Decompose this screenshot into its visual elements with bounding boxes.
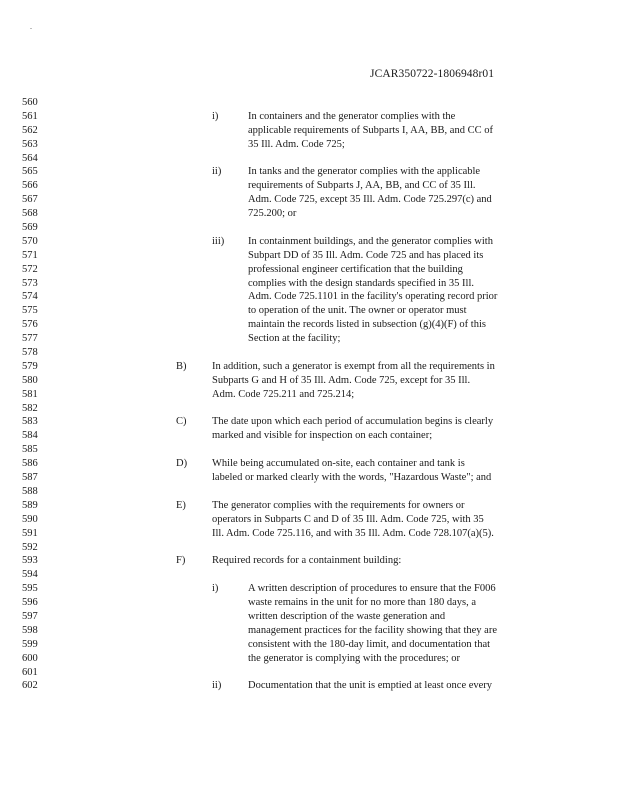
item-text: A written description of procedures to ensure that the F006 [248,583,496,595]
text-line [0,568,618,582]
line-number: 573 [22,277,38,289]
item-text: maintain the records listed in subsection (g)(4)(F) of this [248,319,486,331]
line-number: 560 [22,97,38,108]
item-text: waste remains in the unit for no more than 180 days, a [248,597,477,609]
text-line [0,124,618,138]
item-text: Adm. Code 725.1101 in the facility's operating record prior [248,291,498,303]
text-line [0,429,618,443]
text-line [0,624,618,638]
item-text: While being accumulated on-site, each container and tank is [212,458,465,470]
item-text: The generator complies with the requirements for owners or [212,499,465,511]
document-id: JCAR350722-1806948r01 [370,68,495,80]
text-line [0,221,618,235]
line-number: 594 [22,569,38,581]
item-label: E) [176,499,186,511]
item-text: marked and visible for inspection on each container; [212,430,433,442]
line-number: 565 [22,166,38,178]
line-number: 580 [22,374,38,386]
item-label: D) [176,458,188,470]
text-line [0,360,618,374]
item-label: i) [212,110,219,122]
text-line [0,471,618,485]
item-label: F) [176,555,186,567]
line-number: 564 [22,152,38,164]
text-line [0,596,618,610]
item-label: C) [176,416,187,428]
item-text: Section at the facility; [248,333,341,345]
line-number: 598 [22,624,38,636]
text-line [0,666,618,680]
item-text: Subparts G and H of 35 Ill. Adm. Code 725, except for 35 Ill. [212,374,471,386]
text-line [0,332,618,346]
item-text: In containers and the generator complies with the [248,110,456,122]
line-number: 592 [22,541,38,553]
item-text: In tanks and the generator complies with the applicable [248,166,481,178]
item-text: The date upon which each period of accumulation begins is clearly [212,416,494,428]
item-text: the generator is complying with the procedures; or [248,652,460,664]
line-number: 570 [22,235,38,247]
item-text: consistent with the 180-day limit, and documentation that [248,638,491,650]
text-line [0,638,618,652]
line-number: 566 [22,180,38,192]
line-number: 593 [22,555,38,567]
text-line [0,179,618,193]
text-line [0,110,618,124]
item-text: professional engineer certification that the building [248,263,463,275]
line-number: 602 [22,680,38,692]
text-line [0,582,618,596]
text-line [0,235,618,249]
item-label: ii) [212,680,222,692]
text-line [0,499,618,513]
line-number: 569 [22,222,38,234]
item-label: ii) [212,166,222,178]
text-line [0,249,618,263]
item-text: Ill. Adm. Code 725.116, and with 35 Ill. Adm. Code 728.107(a)(5). [212,527,494,539]
text-line [0,415,618,429]
text-line [0,152,618,166]
line-number: 591 [22,527,38,539]
line-number: 582 [22,402,38,414]
line-number: 567 [22,194,38,206]
line-number: 597 [22,610,38,622]
line-number: 599 [22,638,38,650]
text-line [0,374,618,388]
line-number: 571 [22,249,38,261]
item-text: Required records for a containment building: [212,555,402,567]
item-text: 725.200; or [248,208,297,220]
text-line [0,165,618,179]
line-number: 563 [22,138,38,150]
line-number: 568 [22,208,38,220]
item-label: i) [212,583,219,595]
item-text: written description of the waste generation and [248,610,446,622]
item-text: applicable requirements of Subparts I, AA, BB, and CC of [248,124,493,136]
item-text: 35 Ill. Adm. Code 725; [248,138,345,150]
item-text: labeled or marked clearly with the words, "Hazardous Waste"; and [212,472,492,484]
item-text: Documentation that the unit is emptied at least once every [248,680,493,692]
text-line [0,443,618,457]
line-number: 575 [22,305,38,317]
line-number: 577 [22,333,38,345]
text-line [0,402,618,416]
text-line [0,554,618,568]
text-line [0,138,618,152]
text-line [0,263,618,277]
text-line [0,96,618,110]
item-text: operators in Subparts C and D of 35 Ill. Adm. Code 725, with 35 [212,513,484,525]
line-number: 576 [22,319,38,331]
line-number: 561 [22,110,38,122]
line-number: 586 [22,458,38,470]
text-line [0,193,618,207]
text-line [0,388,618,402]
line-number: 584 [22,430,38,442]
item-text: requirements of Subparts J, AA, BB, and CC of 35 Ill. [248,180,476,192]
line-number: 574 [22,291,38,303]
item-label: iii) [212,235,225,247]
line-number: 572 [22,263,38,275]
item-text: management practices for the facility showing that they are [248,624,497,636]
regulation-text-body [0,96,618,693]
line-number: 583 [22,416,38,428]
text-line [0,207,618,221]
line-number: 585 [22,444,38,456]
text-line [0,679,618,693]
text-line [0,513,618,527]
text-line [0,277,618,291]
line-number: 601 [22,666,38,678]
text-line [0,527,618,541]
text-line [0,318,618,332]
text-line [0,346,618,360]
item-text: Subpart DD of 35 Ill. Adm. Code 725 and has placed its [248,249,484,261]
line-number: 600 [22,652,38,664]
text-line [0,541,618,555]
text-line [0,304,618,318]
line-number: 578 [22,347,38,359]
line-number: 588 [22,485,38,497]
text-line [0,652,618,666]
line-number: 590 [22,513,38,525]
item-label: B) [176,360,187,372]
item-text: In containment buildings, and the generator complies with [248,235,493,247]
text-line [0,610,618,624]
line-number: 581 [22,388,38,400]
item-text: In addition, such a generator is exempt from all the requirements in [212,360,495,372]
line-number: 587 [22,472,38,484]
line-number: 596 [22,597,38,609]
item-text: complies with the design standards specified in 35 Ill. [248,277,474,289]
line-number: 562 [22,124,38,136]
line-number: 589 [22,499,38,511]
corner-mark: . [30,22,32,31]
text-line [0,290,618,304]
item-text: Adm. Code 725.211 and 725.214; [212,388,355,400]
text-line [0,457,618,471]
line-number: 595 [22,583,38,595]
item-text: Adm. Code 725, except 35 Ill. Adm. Code 725.297(c) and [248,194,492,206]
text-line [0,485,618,499]
item-text: to operation of the unit. The owner or operator must [248,305,467,317]
line-number: 579 [22,360,38,372]
